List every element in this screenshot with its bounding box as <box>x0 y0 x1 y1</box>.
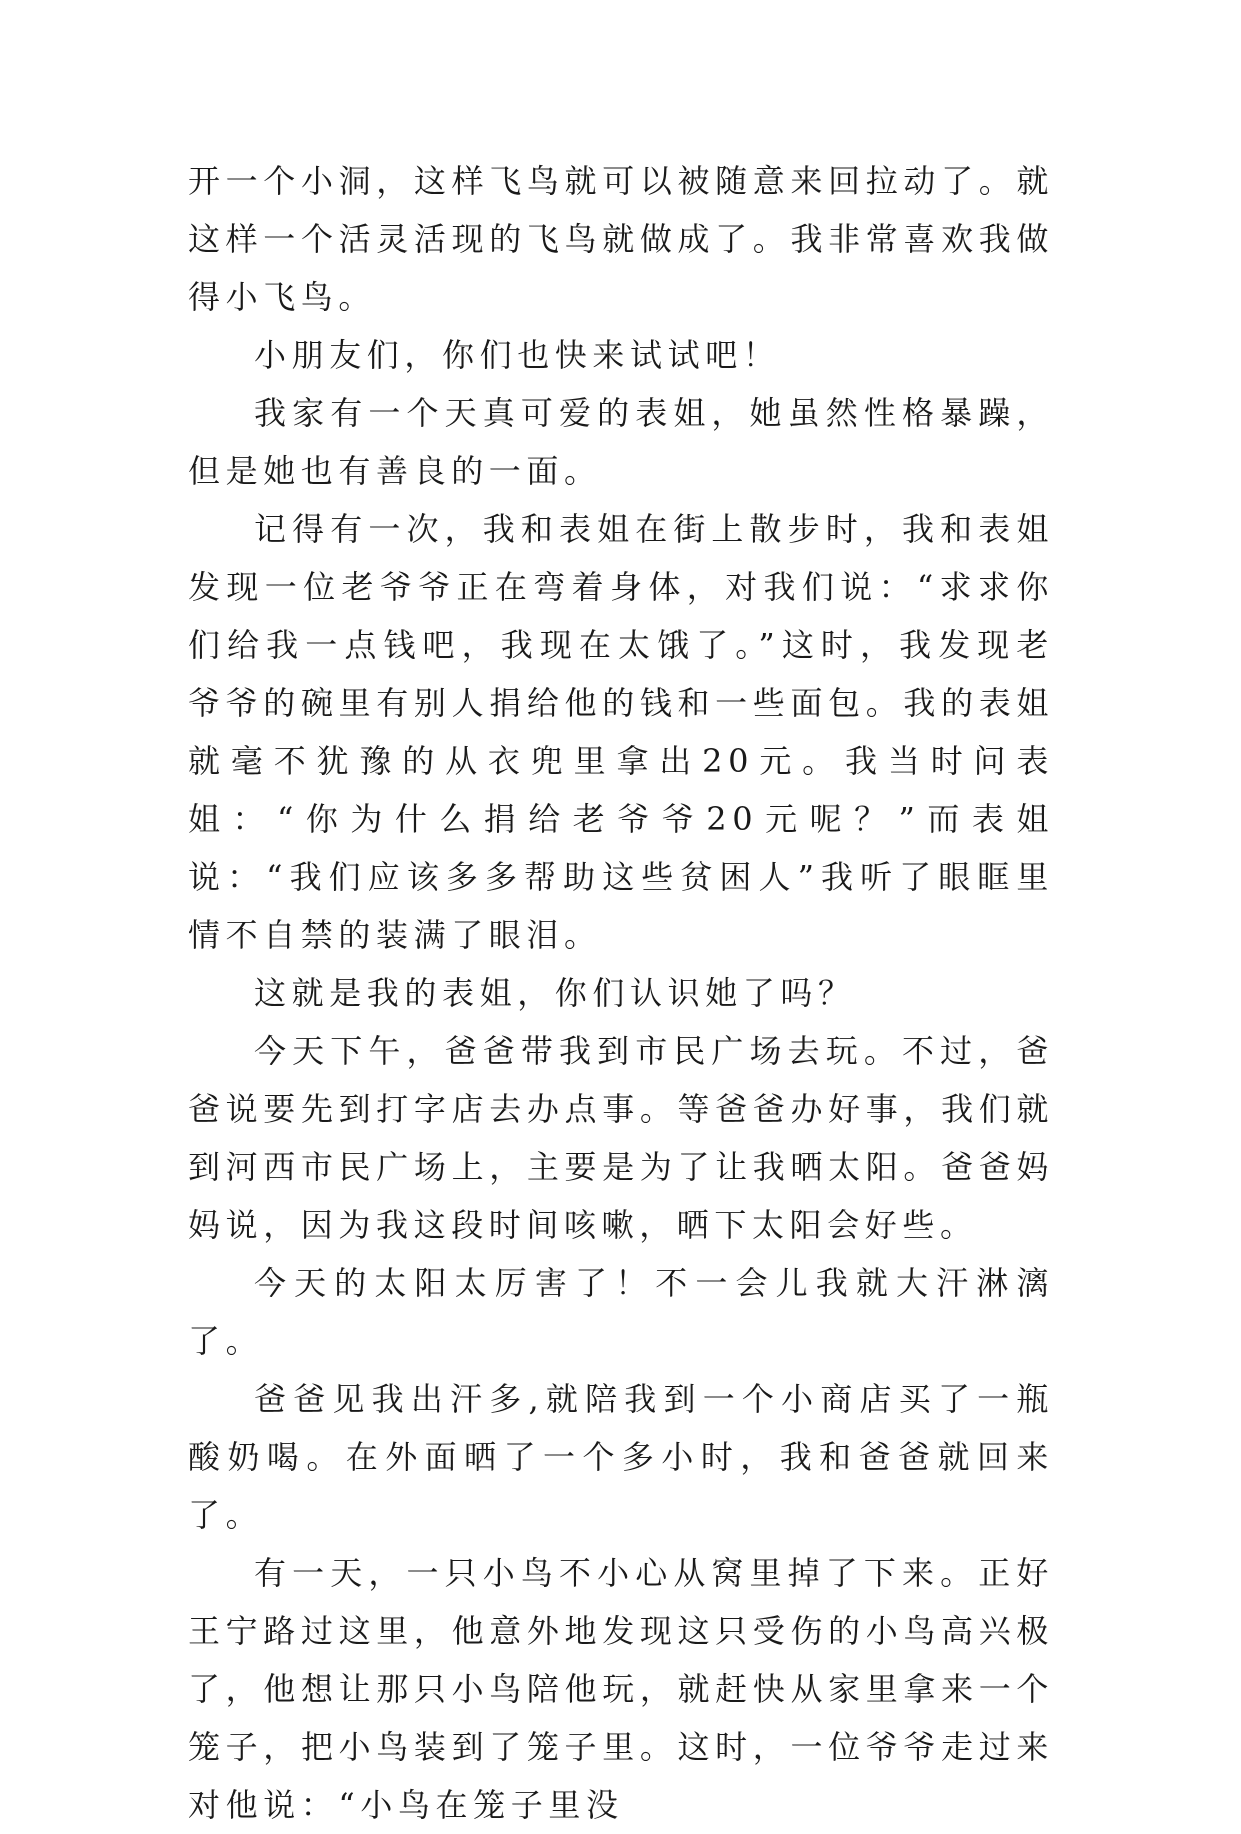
paragraph-5: 这就是我的表姐，你们认识她了吗？ <box>254 974 856 1012</box>
paragraph-2: 小朋友们，你们也快来试试吧！ <box>254 336 781 374</box>
paragraph-4: 记得有一次，我和表姐在街上散步时，我和表姐发现一位老爷爷正在弯着身体，对我们说：“求求你们给我一点钱吧，我现在太饿了。”这时，我发现老爷爷的碗里有别人捐给他的钱和一些面包。我的表姐就毫不犹豫的从衣兜里拿出20元。我当时问表姐：“你为什么捐给老爷爷20元呢？”而表姐说：“我们应该多多帮助这些贫困人”我听了眼眶里情不自禁的装满了眼泪。 <box>188 510 1054 954</box>
paragraph-3: 我家有一个天真可爱的表姐，她虽然性格暴躁，但是她也有善良的一面。 <box>188 394 1054 490</box>
paragraph-7: 今天的太阳太厉害了！不一会儿我就大汗淋漓了。 <box>188 1264 1054 1360</box>
paragraph-8: 爸爸见我出汗多,就陪我到一个小商店买了一瓶酸奶喝。在外面晒了一个多小时，我和爸爸就回来了。 <box>188 1380 1054 1534</box>
paragraph-1: 开一个小洞，这样飞鸟就可以被随意来回拉动了。就这样一个活灵活现的飞鸟就做成了。我非常喜欢我做得小飞鸟。 <box>188 162 1054 316</box>
document-body <box>188 152 1054 1834</box>
paragraph-6: 今天下午，爸爸带我到市民广场去玩。不过，爸爸说要先到打字店去办点事。等爸爸办好事，我们就到河西市民广场上，主要是为了让我晒太阳。爸爸妈妈说，因为我这段时间咳嗽，晒下太阳会好些。 <box>188 1032 1054 1244</box>
paragraph-9: 有一天，一只小鸟不小心从窝里掉了下来。正好王宁路过这里，他意外地发现这只受伤的小鸟高兴极了，他想让那只小鸟陪他玩，就赶快从家里拿来一个笼子，把小鸟装到了笼子里。这时，一位爷爷走过来对他说：“小鸟在笼子里没 <box>188 1554 1054 1824</box>
